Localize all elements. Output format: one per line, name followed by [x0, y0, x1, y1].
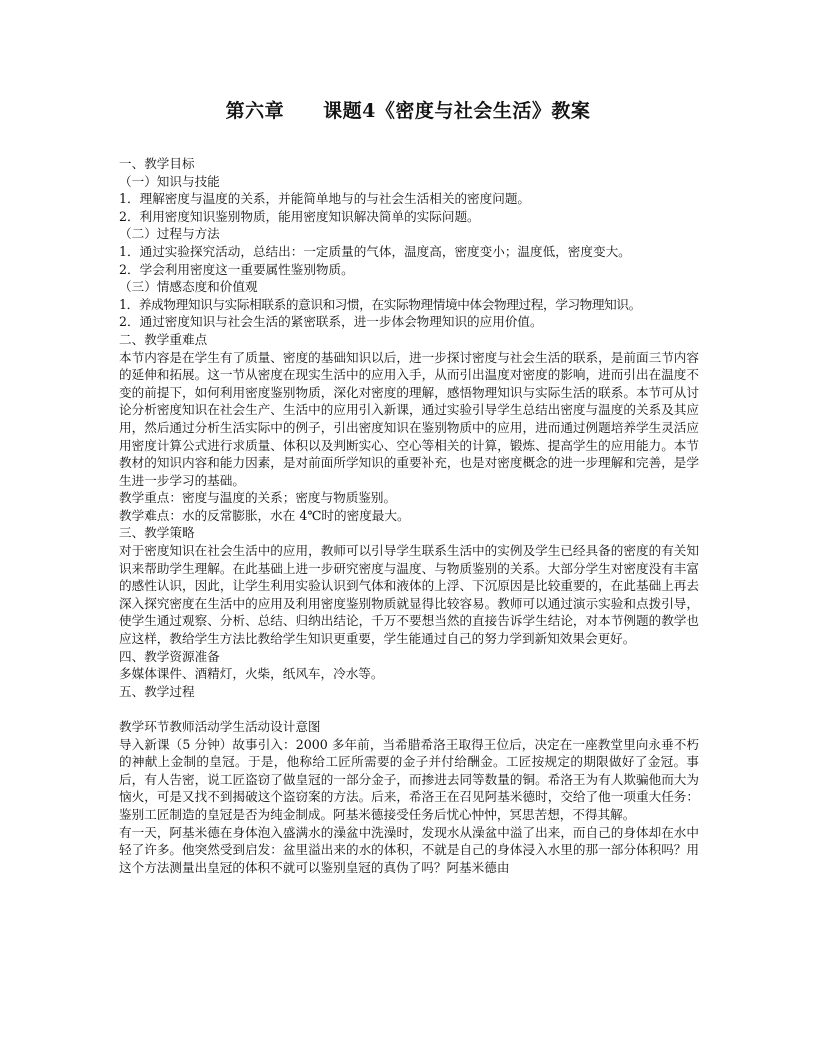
- list-item: 2．学会利用密度这一重要属性鉴别物质。: [119, 261, 354, 277]
- process-table-header: 教学环节教师活动学生活动设计意图: [119, 719, 321, 734]
- paragraph-archimedes: 有一天，阿基米德在身体泡入盛满水的澡盆中洗澡时，发现水从澡盆中溢了出来，而自己的身体却在水中轻了许多。他突然受到启发：盆里溢出来的水的体积，不就是自己的身体浸入水里的那一部分体积吗？用这个方法测量出皇冠的体积不就可以鉴别皇冠的真伪了吗？阿基米德由: [119, 824, 699, 875]
- document-body: [119, 155, 699, 876]
- paragraph-strategy: 对于密度知识在社会生活中的应用，教师可以引导学生联系生活中的实例及学生已经具备的密度的有关知识来帮助学生理解。在此基础上进一步研究密度与温度、与物质鉴别的关系。大部分学生对密度没有丰富的感性认识，因此，让学生利用实验认识到气体和液体的上浮、下沉原因是比较重要的，在此基础上再去深入探究密度在生活中的应用及利用密度鉴别物质就显得比较容易。教师可以通过演示实验和点拨引导，使学生通过观察、分析、总结、归纳出结论，千万不要想当然的直接告诉学生结论，对本节例题的教学也应这样，教给学生方法比教给学生知识更重要，学生能通过自己的努力学到新知效果会更好。: [119, 543, 699, 647]
- subsection-heading-knowledge: （一）知识与技能: [119, 173, 220, 189]
- list-item: 2．利用密度知识鉴别物质，能用密度知识解决简单的实际问题。: [119, 208, 480, 224]
- list-item: 1．通过实验探究活动，总结出：一定质量的气体，温度高，密度变小；温度低，密度变大。: [119, 243, 631, 259]
- section-heading-strategy: 三、教学策略: [119, 525, 195, 541]
- subsection-heading-attitude: （三）情感态度和价值观: [119, 279, 258, 295]
- blank-line: [119, 700, 699, 718]
- paragraph-key-points: 本节内容是在学生有了质量、密度的基础知识以后，进一步探讨密度与社会生活的联系，是前面三节内容的延伸和拓展。这一节从密度在现实生活中的应用入手，从而引出温度对密度的影响，进而引出在温度不变的前提下，如何利用密度鉴别物质，深化对密度的理解，感悟物理知识与实际生活的联系。本节可从讨论分析密度知识在社会生产、生活中的应用引入新课，通过实验引导学生总结出密度与温度的关系及其应用，然后通过分析生活实际中的例子，引出密度知识在鉴别物质中的应用，进而通过例题培养学生灵活应用密度计算公式进行求质量、体积以及判断实心、空心等相关的计算，锻炼、提高学生的应用能力。本节教材的知识内容和能力因素，是对前面所学知识的重要补充，也是对密度概念的进一步理解和完善，是学生进一步学习的基础。: [119, 349, 699, 488]
- list-item: 2．通过密度知识与社会生活的紧密联系，进一步体会物理知识的应用价值。: [119, 314, 543, 330]
- section-heading-process: 五、教学过程: [119, 683, 195, 699]
- resources-list: 多媒体课件、酒精灯，火柴，纸风车，冷水等。: [119, 666, 384, 682]
- section-heading-resources: 四、教学资源准备: [119, 648, 220, 664]
- list-item: 1．理解密度与温度的关系，并能简单地与的与社会生活相关的密度问题。: [119, 191, 531, 207]
- teaching-focus: 教学重点：密度与温度的关系；密度与物质鉴别。: [119, 490, 397, 506]
- list-item: 1．养成物理知识与实际相联系的意识和习惯，在实际物理情境中体会物理过程，学习物理知识。: [119, 296, 641, 312]
- teaching-difficulty: 教学难点：水的反常膨胀，水在 4℃时的密度最大。: [119, 507, 410, 523]
- subsection-heading-process: （二）过程与方法: [119, 226, 220, 242]
- document-title: 第六章 课题4《密度与社会生活》教案: [225, 100, 591, 122]
- section-heading-key-points: 二、教学重难点: [119, 331, 208, 347]
- section-heading-objectives: 一、教学目标: [119, 156, 195, 171]
- paragraph-introduction: 导入新课（5 分钟）故事引入：2000 多年前，当希腊希洛王取得王位后，决定在一座教堂里向永垂不朽的神献上金制的皇冠。于是，他称给工匠所需要的金子并付给酬金。工匠按规定的期限做好了金冠。事后，有人告密，说工匠盗窃了做皇冠的一部分金子，而掺进去同等数量的铜。希洛王为有人欺骗他而大为恼火，可是又找不到揭破这个盗窃案的方法。后来，希洛王在召见阿基米德时，交给了他一项重大任务：鉴别工匠制造的皇冠是否为纯金制成。阿基米德接受任务后忧心忡忡，冥思苦想，不得其解。: [119, 736, 699, 822]
